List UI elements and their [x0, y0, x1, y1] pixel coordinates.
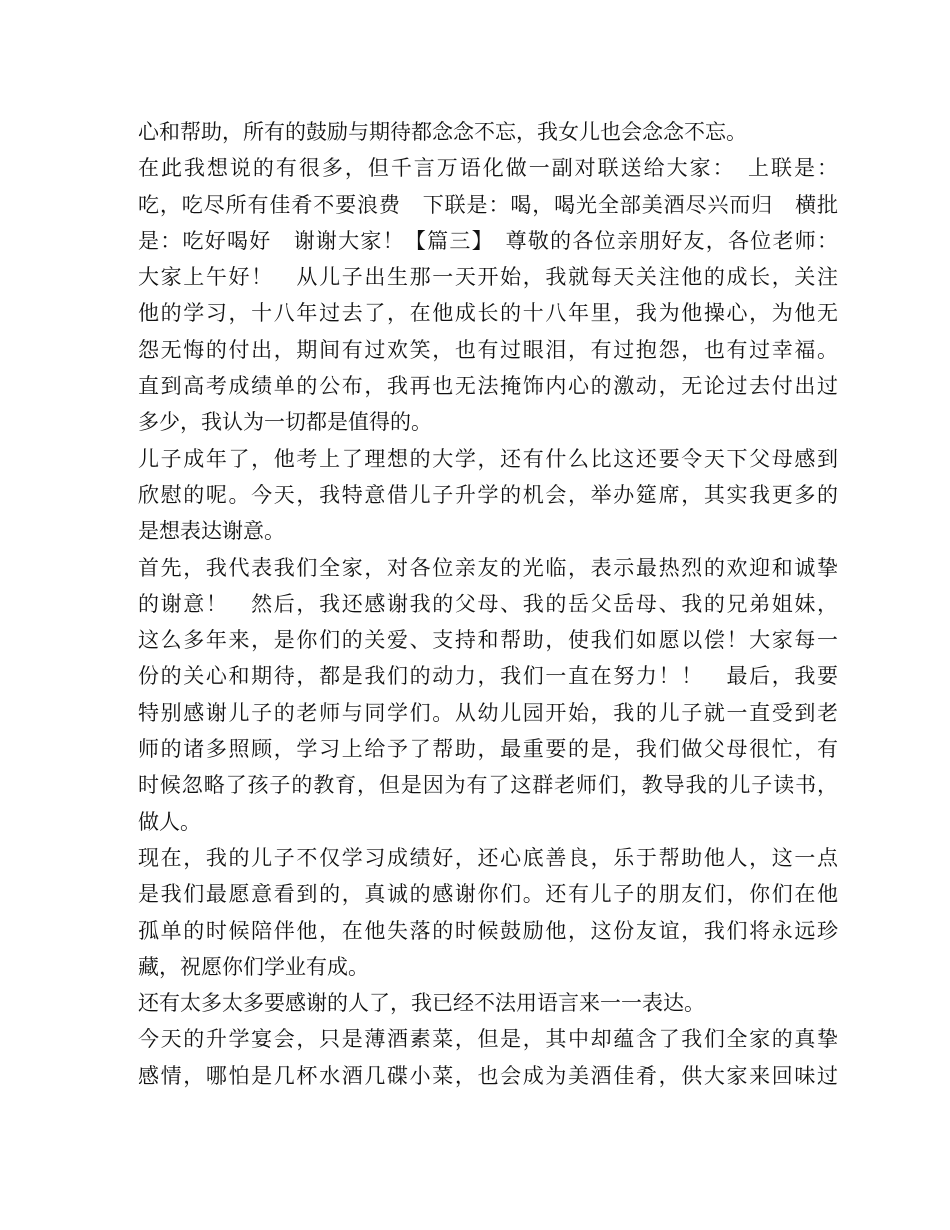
text-line: 特别感谢儿子的老师与同学们。从幼儿园开始，我的儿子就一直受到老 — [138, 700, 838, 725]
text-line: 师的诸多照顾，学习上给予了帮助，最重要的是，我们做父母很忙，有 — [138, 737, 838, 762]
text-line: 首先，我代表我们全家，对各位亲友的光临，表示最热烈的欢迎和诚挚 — [138, 555, 838, 580]
text-line: 份的关心和期待，都是我们的动力，我们一直在努力！！ 最后，我要 — [138, 664, 838, 689]
text-line: 他的学习，十八年过去了，在他成长的十八年里，我为他操心，为他无 — [138, 301, 838, 326]
text-line: 吃，吃尽所有佳肴不要浪费 下联是：喝，喝光全部美酒尽兴而归 横批 — [138, 192, 838, 217]
text-line: 做人。 — [138, 809, 201, 834]
text-line: 大家上午好！ 从儿子出生那一天开始，我就每天关注他的成长，关注 — [138, 265, 838, 290]
text-line: 心和帮助，所有的鼓励与期待都念念不忘，我女儿也会念念不忘。 — [138, 120, 747, 144]
text-line: 孤单的时候陪伴他，在他失落的时候鼓励他，这份友谊，我们将永远珍 — [138, 918, 838, 943]
text-line: 是想表达谢意。 — [138, 519, 285, 544]
text-line: 还有太多太多要感谢的人了，我已经不法用语言来一一表达。 — [138, 991, 705, 1016]
text-line: 在此我想说的有很多，但千言万语化做一副对联送给大家： 上联是： — [138, 156, 838, 181]
text-line: 多少，我认为一切都是值得的。 — [138, 410, 432, 435]
text-line: 时候忽略了孩子的教育，但是因为有了这群老师们，教导我的儿子读书， — [138, 773, 838, 798]
text-line: 的谢意！ 然后，我还感谢我的父母、我的岳父岳母、我的兄弟姐妹， — [138, 591, 838, 616]
text-line: 这么多年来，是你们的关爱、支持和帮助，使我们如愿以偿！大家每一 — [138, 628, 838, 653]
text-line: 现在，我的儿子不仅学习成绩好，还心底善良，乐于帮助他人，这一点 — [138, 845, 838, 870]
text-line: 藏，祝愿你们学业有成。 — [138, 954, 369, 979]
text-line: 感情，哪怕是几杯水酒几碟小菜，也会成为美酒佳肴，供大家来回味过 — [138, 1063, 838, 1088]
text-line: 怨无悔的付出，期间有过欢笑，也有过眼泪，有过抱怨，也有过幸福。 — [138, 337, 838, 362]
text-line: 直到高考成绩单的公布，我再也无法掩饰内心的激动，无论过去付出过 — [138, 374, 838, 399]
text-line: 今天的升学宴会，只是薄酒素菜，但是，其中却蕴含了我们全家的真挚 — [138, 1027, 838, 1052]
body-text — [138, 114, 838, 1094]
text-line: 是我们最愿意看到的，真诚的感谢你们。还有儿子的朋友们，你们在他 — [138, 882, 838, 907]
text-line: 儿子成年了，他考上了理想的大学，还有什么比这还要令天下父母感到 — [138, 446, 838, 471]
text-line: 欣慰的呢。今天，我特意借儿子升学的机会，举办筵席，其实我更多的 — [138, 482, 838, 507]
text-line: 是：吃好喝好 谢谢大家！【篇三】 尊敬的各位亲朋好友，各位老师： — [138, 228, 838, 253]
